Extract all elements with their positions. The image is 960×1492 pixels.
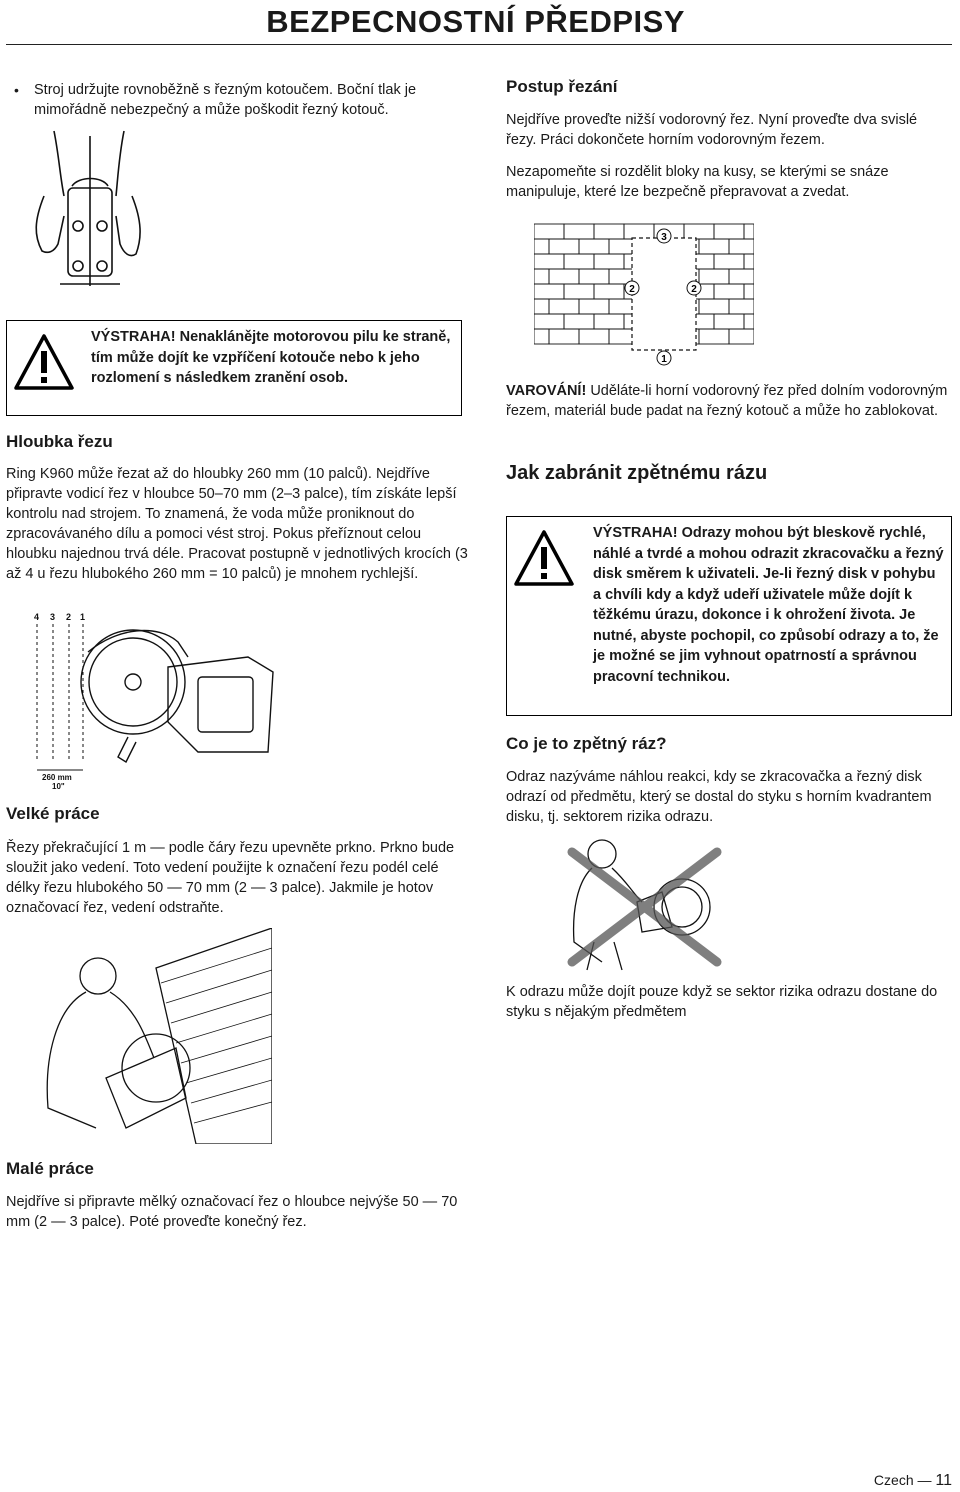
brick: [714, 284, 744, 299]
footer-language: Czech: [873, 1472, 914, 1488]
brick: [564, 254, 594, 269]
caution-label: VAROVÁNÍ!: [506, 383, 587, 399]
kickback-warning-text: [593, 523, 947, 687]
warning-triangle-icon: [13, 333, 75, 391]
brick: [714, 224, 744, 239]
brick: [714, 254, 744, 269]
brick: [534, 329, 549, 344]
brick: [714, 314, 744, 329]
brick: [534, 284, 564, 299]
brick: [729, 299, 754, 314]
brick: [534, 224, 564, 239]
step-label-4: 4: [34, 612, 40, 622]
warning-body: Nenaklánějte motorovou pilu ke straně, tím může dojít ke vzpříčení kotouče nebo k jeho rozlomení s následkem zranění osob.: [91, 329, 451, 386]
marker-2-left: 2: [629, 284, 635, 295]
brick: [564, 284, 594, 299]
brick: [534, 254, 564, 269]
brick: [549, 299, 579, 314]
brick: [564, 314, 594, 329]
brick: [729, 269, 754, 284]
brick: [534, 239, 549, 254]
depth-heading: Hloubka řezu: [6, 432, 113, 451]
brick: [684, 224, 714, 239]
brick: [699, 239, 729, 254]
cut-outline: [632, 238, 696, 350]
brick: [699, 269, 729, 284]
depth-dim-mm: 260 mm: [42, 773, 72, 782]
brick: [699, 299, 729, 314]
brick: [564, 224, 594, 239]
brick: [534, 269, 549, 284]
page-footer: [874, 1472, 952, 1490]
brick: [579, 299, 609, 314]
brick: [534, 314, 564, 329]
tilt-warning-box: [6, 320, 462, 416]
tilt-warning-text: [91, 327, 459, 389]
bullet-item: [6, 80, 476, 120]
caution-text: [506, 381, 954, 421]
kickback-caption: K odrazu může dojít pouze když se sektor rizika odrazu dostane do styku s nějakým předmětem: [506, 984, 938, 1020]
brick: [744, 254, 754, 269]
brick: [594, 254, 624, 269]
brick-wall-diagram: [534, 214, 754, 374]
warning-label: VÝSTRAHA!: [91, 329, 176, 345]
wall-cutting-illustration: [36, 928, 272, 1144]
kickback-warning-box: [506, 516, 952, 716]
cut-procedure-text-1: Nejdříve proveďte nižší vodorovný řez. Nyní proveďte dva svislé řezy. Práci dokončete horním vodorovným řezem.: [506, 112, 918, 148]
kickback-illustration: [532, 832, 732, 972]
depth-text: Ring K960 může řezat až do hloubky 260 mm (10 palců). Nejdříve připravte vodicí řez v hloubce 50–70 mm (2–3 palce), tím získáte lepší kontrolu nad strojem. To znamená, že voda může proniknout do zpracovávaného dílu a pomoci vést stroj. Pokus přeříznout celou hloubku najednou trvá déle. Pracovat postupně v jednotlivých krocích (3 až 4 u řezu hlubokého 260 mm = 10 palců) je mnohem rychlejší.: [6, 466, 468, 582]
brick: [579, 329, 609, 344]
operator-illustration: [24, 126, 154, 291]
bullet-text: Stroj udržujte rovnoběžně s řezným kotoučem. Boční tlak je mimořádně nebezpečný a může poškodit řezný kotouč.: [34, 82, 417, 118]
cut-procedure-text-2: Nezapomeňte si rozdělit bloky na kusy, se kterými se snáze manipuluje, které lze bezpečně přepravovat a zvedat.: [506, 164, 889, 200]
brick: [729, 329, 754, 344]
brick: [579, 269, 609, 284]
caution-body: Uděláte-li horní vodorovný řez před dolním vodorovným řezem, materiál bude padat na řezný kotouč a může ho zablokovat.: [506, 383, 948, 419]
step-label-2: 2: [66, 612, 72, 622]
warning-label: VÝSTRAHA!: [593, 525, 678, 541]
brick: [729, 239, 754, 254]
brick: [744, 314, 754, 329]
depth-dim-in: 10": [52, 782, 65, 791]
brick: [549, 239, 579, 254]
page-title: BEZPECNOSTNÍ PŘEDPISY: [266, 4, 685, 39]
brick: [594, 284, 624, 299]
step-label-1: 1: [80, 612, 86, 622]
what-is-kickback-heading: Co je to zpětný ráz?: [506, 734, 667, 753]
brick: [624, 224, 654, 239]
brick: [534, 299, 549, 314]
small-work-text: Nejdříve si připravte mělký označovací řez o hloubce nejvýše 50 — 70 mm (2 — 3 palce). Poté proveďte konečný řez.: [6, 1194, 458, 1230]
brick: [744, 224, 754, 239]
header-rule: [6, 44, 952, 45]
large-work-text: Řezy překračující 1 m — podle čáry řezu upevněte prkno. Prkno bude sloužit jako vedení. Toto vedení použijte k označení řezu podél celé délky řezu hlubokého 50 — 70 mm (2 — 3 palce). Jakmile je hotov označovací řez, vedení odstraňte.: [6, 840, 455, 916]
brick: [579, 239, 609, 254]
marker-1: 1: [661, 354, 667, 365]
brick: [699, 329, 729, 344]
brick: [594, 224, 624, 239]
warning-body: Odrazy mohou být bleskově rychlé, náhlé a tvrdé a mohou odrazit zkracovačku a řezný disk směrem k uživateli. Je-li řezný disk v pohybu a chvíli kdy a když udeří uživatele může dojít k těžkému úrazu, dokonce i k ohrožení života. Je nutné, abyste pochopil, co způsobí odrazy a to, že je možné se jim vyhnout opatrností a správnou pracovní technikou.: [593, 525, 944, 685]
marker-3: 3: [661, 232, 667, 243]
brick: [549, 269, 579, 284]
kickback-heading: Jak zabránit zpětnému rázu: [506, 462, 768, 484]
footer-separator: —: [917, 1472, 932, 1488]
brick: [594, 314, 624, 329]
small-work-heading: Malé práce: [6, 1159, 94, 1178]
cut-depth-illustration: [28, 612, 288, 792]
cut-procedure-heading: Postup řezání: [506, 77, 618, 96]
large-work-heading: Velké práce: [6, 804, 100, 823]
what-is-kickback-text: Odraz nazýváme náhlou reakci, kdy se zkracovačka a řezný disk odrazí od předmětu, který se dostal do styku s horním kvadrantem disku, tj. sektorem rizika odrazu.: [506, 769, 932, 825]
brick: [744, 284, 754, 299]
bullet-dot: •: [14, 82, 19, 98]
operator-figure: [24, 126, 154, 291]
warning-triangle-icon: [513, 529, 575, 587]
brick: [549, 329, 579, 344]
page-number: 11: [935, 1472, 952, 1489]
marker-2-right: 2: [691, 284, 697, 295]
step-label-3: 3: [50, 612, 56, 622]
